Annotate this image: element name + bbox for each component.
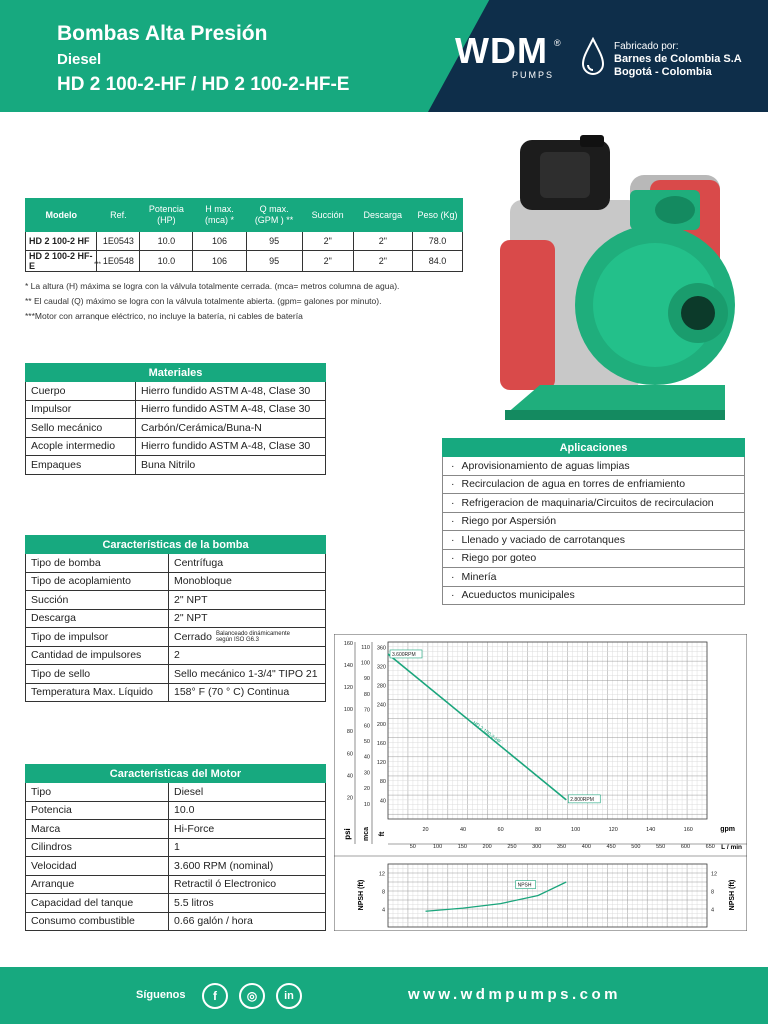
motor-char-value: Hi-Force [169,820,326,839]
gpm-unit-label: gpm [720,826,735,833]
npsh-tick-label-right: 8 [711,889,715,896]
spec-cell: 106 [193,251,246,272]
table-row [26,609,326,628]
impulsor-note-line: según ISO G6.3 [215,636,259,643]
npsh-axis-label-right: NPSH (ft) [729,879,736,911]
spec-header: Succión [302,199,353,232]
curve-label: HD 2 100-2-HF [471,720,502,746]
linkedin-icon[interactable]: in [276,983,302,1009]
impulsor-note [216,631,290,643]
psi-tick-label: 20 [346,795,353,802]
mca-tick-label: 90 [363,676,370,683]
page-subtitle: Diesel [57,51,102,68]
ft-unit-label: ft [379,831,386,837]
materials-title: Materiales [26,364,326,382]
spec-header: Modelo [26,199,97,232]
mca-tick-label: 30 [363,770,370,777]
mca-tick-label: 110 [361,644,370,651]
top-rpm-label: 3.600RPM [392,651,416,658]
spec-header: Potencia (HP) [140,199,193,232]
psi-unit-label: psi [343,828,352,840]
motor-char-value: 1 [169,838,326,857]
gpm-tick-label: 100 [571,827,581,833]
ft-tick-label: 160 [376,740,386,747]
pump-char-label: Descarga [26,609,169,628]
lmin-tick-label: 550 [656,844,666,850]
lmin-tick-label: 250 [507,844,517,850]
ft-tick-label: 360 [376,645,386,652]
psi-tick-label: 120 [343,685,353,692]
lmin-tick-label: 50 [409,844,416,850]
material-value: Hierro fundido ASTM A-48, Clase 30 [136,437,326,456]
spec-cell: 2" [302,232,353,251]
motor-char-value: 0.66 galón / hora [169,912,326,931]
material-value: Buna Nitrilo [136,456,326,475]
spec-cell: 84.0 [412,251,462,272]
motor-char-value: Retractil ó Electronico [169,875,326,894]
pump-char-label: Succión [26,591,169,610]
spec-cell: HD 2 100-2 HF-E [29,251,93,271]
gpm-tick-label: 40 [459,827,467,833]
psi-tick-label: 80 [346,729,353,736]
table-row [26,646,326,665]
pump-char-label: Tipo de bomba [26,554,169,573]
npsh-tick-label: 4 [381,907,385,914]
spec-cell: 2" [302,251,353,272]
application-item: · Riego por goteo [443,549,745,568]
spec-cell: HD 2 100-2 HF [26,232,97,251]
pump-char-label: Tipo de sello [26,665,169,684]
pump-char-label: Tipo de impulsor [26,628,169,647]
npsh-tick-label-right: 12 [711,871,718,878]
table-row [26,437,326,456]
pump-char-label: Tipo de acoplamiento [26,572,169,591]
spec-header-row [26,199,463,232]
pump-char-value: 2" NPT [169,609,326,628]
mca-tick-label: 60 [363,723,370,730]
footnote-mark: *** [94,262,102,268]
pump-char-value: 158° F (70 ° C) Continua [169,683,326,702]
list-item [443,568,745,587]
bottom-rpm-label: 2.800RPM [570,796,594,803]
pump-char-value: Sello mecánico 1-3/4" TIPO 21 [169,665,326,684]
spec-header: Q max. (GPM ) ** [246,199,302,232]
motor-characteristics-table [25,764,326,931]
list-item [443,549,745,568]
psi-tick-label: 40 [346,773,353,780]
list-item [443,531,745,550]
gpm-tick-label: 60 [497,827,504,833]
materials-table [25,363,326,475]
logo-subtitle: PUMPS [512,70,555,80]
motor-char-value: 3.600 RPM (nominal) [169,857,326,876]
table-row [26,857,326,876]
spec-header: Peso (Kg) [412,199,462,232]
mca-tick-label: 100 [360,660,370,667]
table-row [26,591,326,610]
table-row [26,665,326,684]
pump-characteristics-title: Características de la bomba [26,536,326,554]
spec-cell: 10.0 [140,251,193,272]
table-row [26,838,326,857]
spec-cell: 95 [246,251,302,272]
motor-char-label: Marca [26,820,169,839]
instagram-icon[interactable]: ◎ [239,983,265,1009]
motor-char-label: Arranque [26,875,169,894]
table-row [26,628,326,647]
spec-header: Ref. [97,199,140,232]
mca-tick-label: 50 [363,739,370,746]
motor-char-value: 5.5 litros [169,894,326,913]
mca-tick-label: 10 [363,801,370,808]
mca-tick-label: 70 [363,707,370,714]
application-item: · Refrigeracion de maquinaria/Circuitos de recirculacion [443,494,745,513]
spec-table [25,198,463,272]
application-item: · Minería [443,568,745,587]
ft-tick-label: 240 [376,702,386,709]
applications-title: Aplicaciones [443,439,745,457]
table-row [26,572,326,591]
npsh-tick-label-right: 4 [711,907,715,914]
material-label: Cuerpo [26,382,136,401]
lmin-tick-label: 350 [556,844,567,850]
gpm-tick-label: 160 [683,827,693,833]
application-item: · Riego por Aspersión [443,512,745,531]
pump-product-image [480,130,750,430]
motor-char-label: Consumo combustible [26,912,169,931]
spec-cell-model [26,251,102,272]
made-by-label: Fabricado por: [614,41,679,52]
motor-char-label: Cilindros [26,838,169,857]
application-item: · Acueductos municipales [443,586,745,605]
gpm-tick-label: 20 [422,827,429,833]
motor-char-label: Potencia [26,801,169,820]
lmin-tick-label: 400 [581,844,591,850]
table-row [26,783,326,802]
follow-label: Síguenos [136,989,186,1001]
performance-chart [334,634,747,931]
motor-char-label: Tipo [26,783,169,802]
table-row [26,382,326,401]
mca-tick-label: 20 [363,786,370,793]
motor-char-label: Capacidad del tanque [26,894,169,913]
pump-char-label: Temperatura Max. Líquido [26,683,169,702]
material-label: Sello mecánico [26,419,136,438]
note-motor: ***Motor con arranque eléctrico, no incluye la batería, ni cables de batería [25,311,303,321]
gpm-tick-label: 120 [608,827,618,833]
maker-name: Barnes de Colombia S.A [614,53,742,65]
lmin-tick-label: 450 [606,844,616,850]
lmin-tick-label: 500 [631,844,641,850]
footer [0,967,768,1024]
spec-cell: 95 [246,232,302,251]
ft-tick-label: 280 [376,683,386,690]
list-item [443,494,745,513]
table-row [26,820,326,839]
material-value: Carbón/Cerámica/Buna-N [136,419,326,438]
motor-char-value: Diesel [169,783,326,802]
lmin-tick-label: 650 [705,844,715,850]
gpm-tick-label: 80 [535,827,542,833]
material-label: Impulsor [26,400,136,419]
ft-tick-label: 120 [376,760,386,767]
npsh-axis-label: NPSH (ft) [358,879,365,911]
list-item [443,512,745,531]
pump-char-value: 2" NPT [169,591,326,610]
note-flow: ** El caudal (Q) máximo se logra con la válvula totalmente abierta. (gpm= galones por minuto). [25,296,382,306]
spec-header: Descarga [353,199,412,232]
table-row [26,894,326,913]
lmin-tick-label: 100 [432,844,443,850]
wdm-logo: WDM [455,30,548,71]
page-title: Bombas Alta Presión [57,22,268,45]
pump-characteristics-table [25,535,326,702]
registered-mark: ® [554,38,561,48]
pump-char-value: Centrífuga [169,554,326,573]
npsh-tick-label: 8 [381,889,385,896]
pump-char-value-cell [169,628,326,647]
spec-cell: 1E0543 [97,232,140,251]
pump-char-value: Monobloque [169,572,326,591]
table-row [26,419,326,438]
motor-char-value: 10.0 [169,801,326,820]
spec-cell: 2" [353,232,412,251]
spec-cell: 10.0 [140,232,193,251]
pump-char-value: 2 [169,646,326,665]
table-row [26,875,326,894]
pump-char-value: Cerrado [174,630,212,643]
motor-char-label: Velocidad [26,857,169,876]
npsh-tick-label: 12 [378,871,385,878]
table-row [26,801,326,820]
impulsor-note-line: Balanceado dinámicamente [215,630,290,637]
ft-tick-label: 200 [376,721,386,728]
lmin-tick-label: 150 [457,844,467,850]
spec-header: H max. (mca) * [193,199,246,232]
psi-tick-label: 140 [343,663,353,670]
mca-unit-label: mca [363,826,370,842]
psi-tick-label: 100 [343,707,353,714]
material-label: Acople intermedio [26,437,136,456]
mca-tick-label: 80 [363,691,370,698]
website-link[interactable]: www.wdmpumps.com [408,986,621,1003]
material-value: Hierro fundido ASTM A-48, Clase 30 [136,382,326,401]
table-row [26,683,326,702]
spec-cell: 78.0 [412,232,462,251]
lmin-unit-label: L / min [721,844,742,851]
application-item: · Recirculacion de agua en torres de enfriamiento [443,475,745,494]
gpm-tick-label: 140 [646,827,656,833]
model-title: HD 2 100-2-HF / HD 2 100-2-HF-E [57,74,350,95]
lmin-tick-label: 300 [532,844,542,850]
list-item [443,475,745,494]
psi-tick-label: 60 [346,751,353,758]
table-row [26,251,463,272]
list-item [443,586,745,605]
maker-city: Bogotá - Colombia [614,66,712,78]
material-value: Hierro fundido ASTM A-48, Clase 30 [136,400,326,419]
ft-tick-label: 320 [376,664,386,671]
list-item [443,457,745,476]
spec-cell: 2" [353,251,412,272]
application-item: · Aprovisionamiento de aguas limpias [443,457,745,476]
spec-cell: 1E0548 [97,251,140,272]
table-row [26,232,463,251]
ft-tick-label: 80 [379,779,386,786]
note-height: * La altura (H) máxima se logra con la válvula totalmente cerrada. (mca= metros columna de agua). [25,281,400,291]
pump-char-label: Cantidad de impulsores [26,646,169,665]
table-row [26,554,326,573]
lmin-tick-label: 600 [680,844,691,850]
table-row [26,456,326,475]
application-item: · Llenado y vaciado de carrotanques [443,531,745,550]
psi-tick-label: 160 [343,640,353,647]
lmin-tick-label: 200 [482,844,492,850]
water-drop-icon [581,37,605,77]
facebook-icon[interactable]: f [202,983,228,1009]
spec-notes [25,279,399,324]
table-row [26,912,326,931]
material-label: Empaques [26,456,136,475]
npsh-label: NPSH [517,882,532,889]
applications-table [442,438,745,605]
ft-tick-label: 40 [379,798,386,805]
mca-tick-label: 40 [363,754,370,761]
motor-characteristics-title: Características del Motor [26,765,326,783]
spec-cell: 106 [193,232,246,251]
table-row [26,400,326,419]
